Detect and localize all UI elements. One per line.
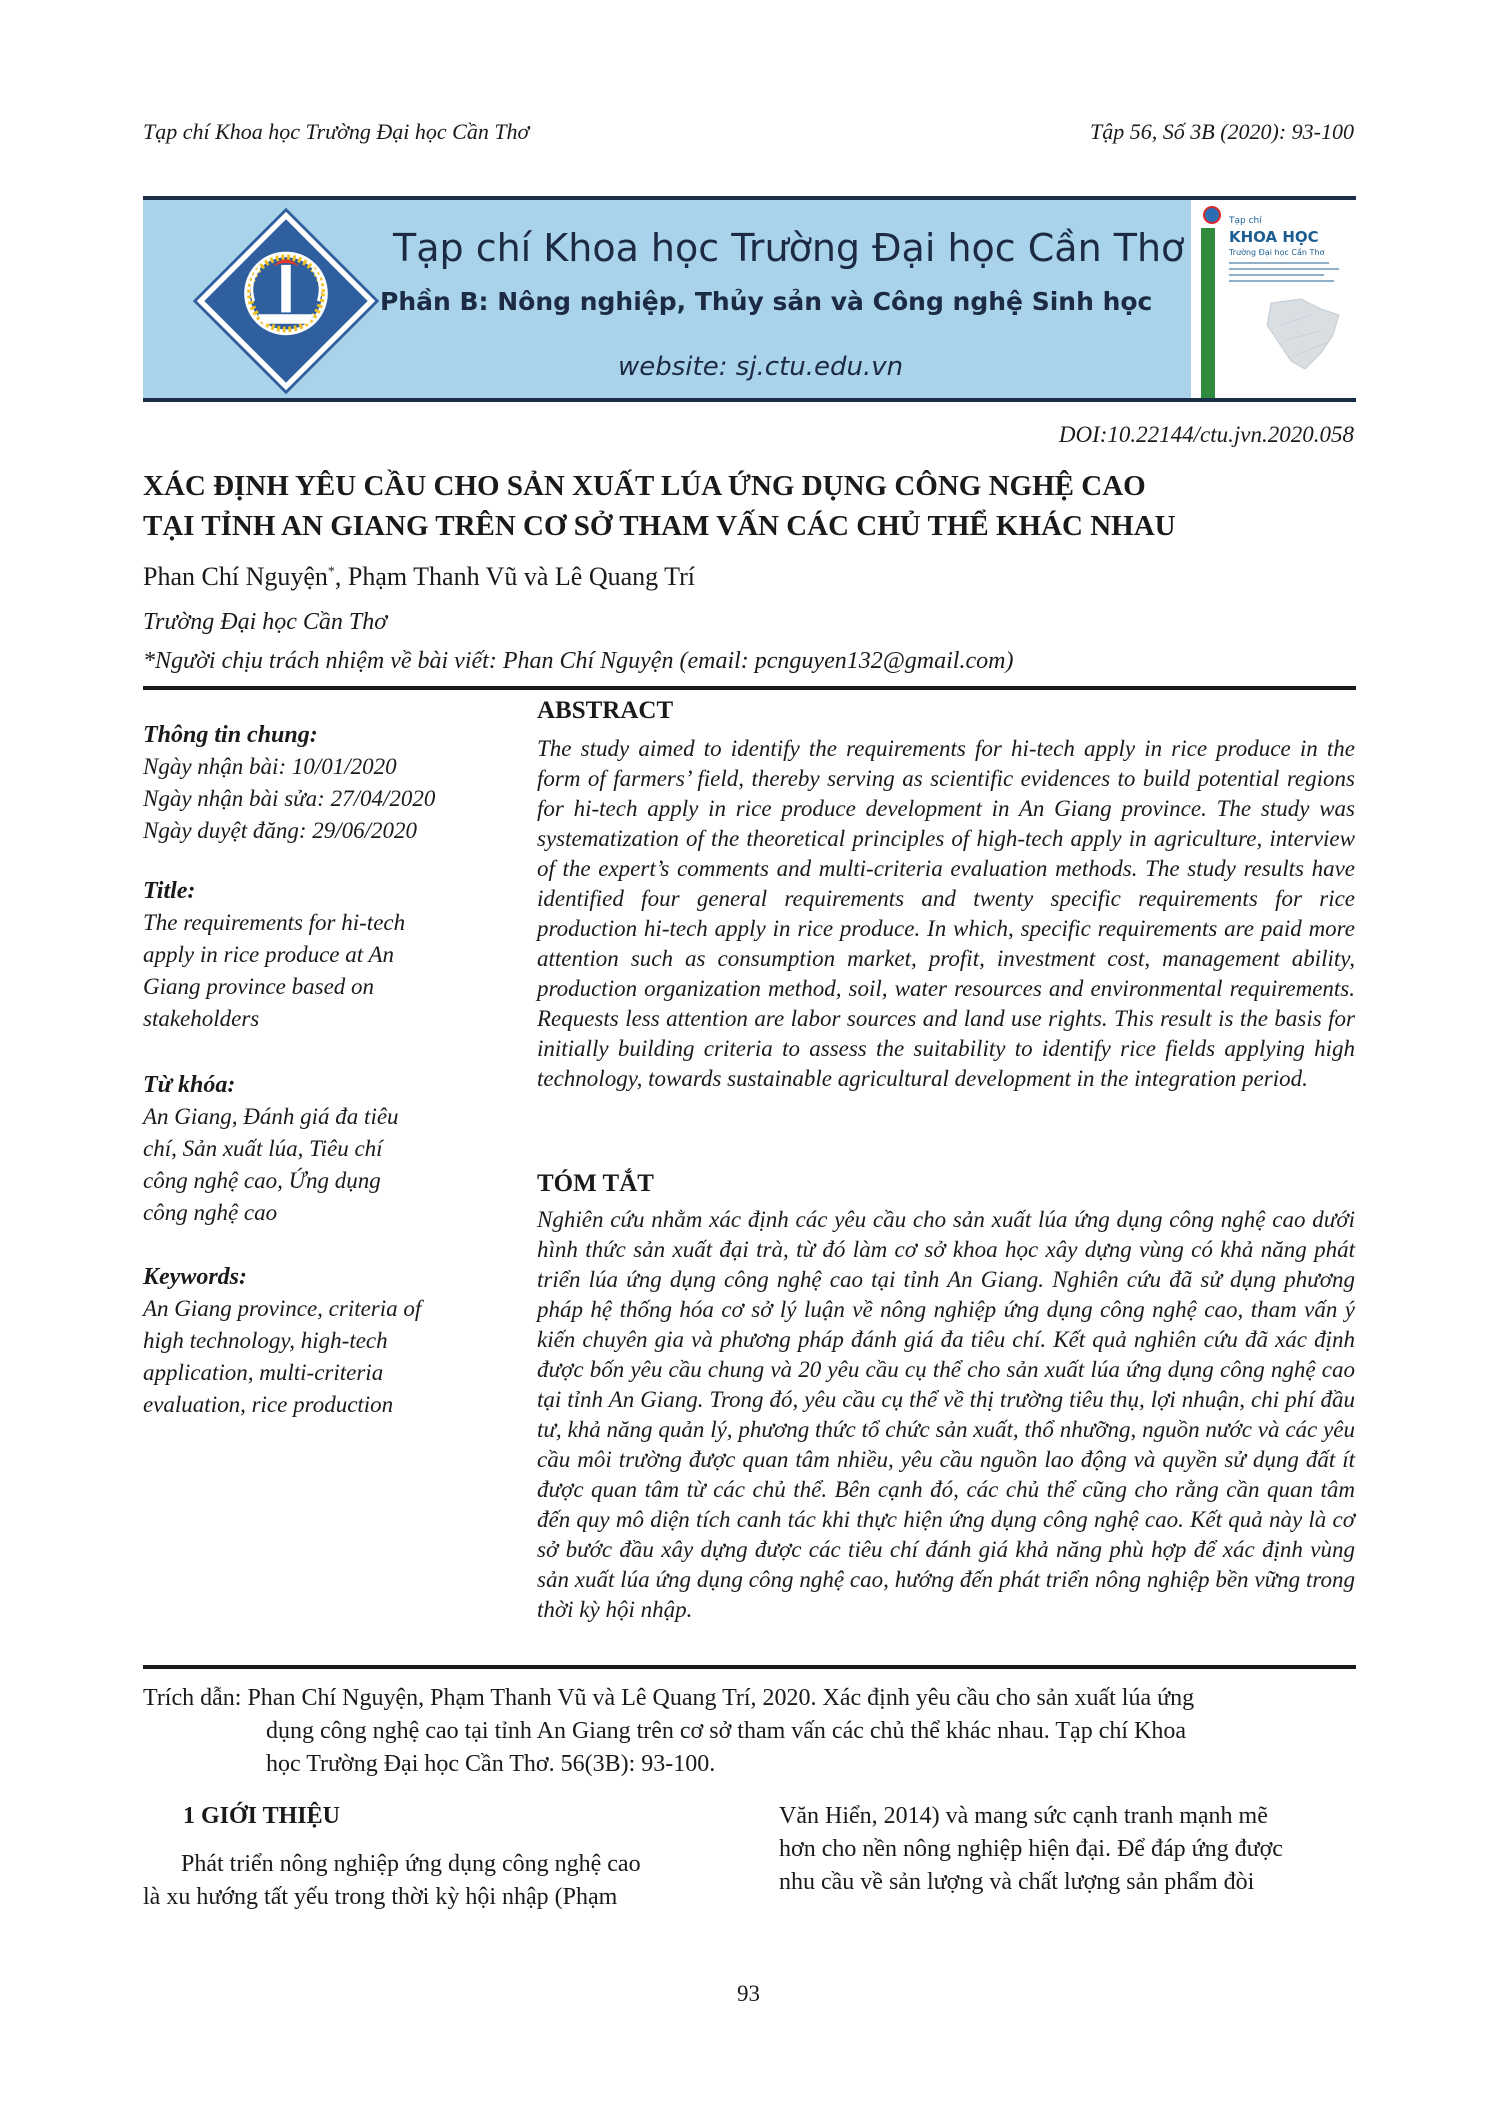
keywords-en xyxy=(143,1293,421,1421)
banner-subtitle: Phần B: Nông nghiệp, Thủy sản và Công nghệ Sinh học xyxy=(380,287,1153,316)
keywords-vi xyxy=(143,1101,399,1229)
keywords-vi-heading: Từ khóa: xyxy=(143,1072,236,1098)
cover-stripe xyxy=(1201,228,1215,398)
keywords-en-line: application, multi-criteria xyxy=(143,1360,384,1385)
keywords-en-line: evaluation, rice production xyxy=(143,1392,394,1417)
divider-bottom xyxy=(143,1665,1356,1669)
en-title-line: apply in rice produce at An xyxy=(143,942,395,967)
article-title xyxy=(143,466,1176,546)
university-logo-icon xyxy=(191,206,381,396)
corresponding-author: *Người chịu trách nhiệm về bài viết: Phan Chí Nguyện (email: pcnguyen132@gmail.com) xyxy=(143,648,1014,674)
keywords-vi-line: công nghệ cao xyxy=(143,1200,278,1225)
received-date: Ngày nhận bài: 10/01/2020 xyxy=(143,754,397,779)
page-number: 93 xyxy=(737,1981,760,2006)
map-icon xyxy=(1261,295,1345,373)
tomtat-heading: TÓM TẮT xyxy=(537,1170,654,1197)
keywords-en-line: high technology, high-tech xyxy=(143,1328,388,1353)
running-header-issue: Tập 56, Số 3B (2020): 93-100 xyxy=(1090,119,1354,144)
corresponding-mark: * xyxy=(327,564,335,580)
en-title-text xyxy=(143,907,405,1035)
info-heading: Thông tin chung: xyxy=(143,722,318,748)
cover-logo-icon xyxy=(1203,206,1221,224)
banner-website: website: sj.ctu.edu.vn xyxy=(618,352,904,382)
citation xyxy=(143,1682,1356,1781)
cover-text-line xyxy=(1229,280,1334,282)
cover-text-line xyxy=(1229,262,1329,264)
revised-date: Ngày nhận bài sửa: 27/04/2020 xyxy=(143,786,436,811)
intro-heading: 1 GIỚI THIỆU xyxy=(183,1803,340,1829)
doi: DOI:10.22144/ctu.jvn.2020.058 xyxy=(1058,422,1354,447)
author-rest: , Phạm Thanh Vũ và Lê Quang Trí xyxy=(334,562,696,591)
article-dates xyxy=(143,751,435,847)
en-title-heading: Title: xyxy=(143,878,196,904)
abstract-heading: ABSTRACT xyxy=(537,697,674,724)
author-first: Phan Chí Nguyện xyxy=(143,562,328,591)
keywords-en-line: An Giang province, criteria of xyxy=(143,1296,422,1321)
intro-line: nhu cầu về sản lượng và chất lượng sản phẩm đòi xyxy=(779,1869,1255,1895)
citation-line: dụng công nghệ cao tại tỉnh An Giang trên cơ sở tham vấn các chủ thể khác nhau. Tạp chí Khoa xyxy=(266,1718,1186,1744)
intro-right-column xyxy=(779,1800,1356,1899)
cover-big-label: KHOA HỌC xyxy=(1229,228,1319,246)
intro-left-column xyxy=(143,1848,718,1914)
tomtat-text: Nghiên cứu nhằm xác định các yêu cầu cho sản xuất lúa ứng dụng công nghệ cao dưới hình thức sản xuất đại trà, từ đó làm cơ sở khoa học xây dựng vùng có khả năng phát triển lúa ứng dụng công nghệ cao tại tỉnh An Giang. Nghiên cứu đã sử dụng phương pháp hệ thống hóa cơ sở lý luận về nông nghiệp ứng dụng công nghệ cao, tham vấn ý kiến chuyên gia và phương pháp đánh giá đa tiêu chí. Kết quả nghiên cứu đã xác định được bốn yêu cầu chung và 20 yêu cầu cụ thể cho sản xuất lúa ứng dụng công nghệ cao tại tỉnh An Giang. Trong đó, yêu cầu cụ thể về thị trường tiêu thụ, lợi nhuận, chi phí đầu tư, khả năng quản lý, phương thức tổ chức sản xuất, thổ nhưỡng, nguồn nước và các yêu cầu môi trường được quan tâm nhiều, yêu cầu nguồn lao động và quyền sử dụng đất ít được quan tâm từ các chủ thể. Bên cạnh đó, các chủ thể cũng cho rằng cần quan tâm đến quy mô diện tích canh tác khi thực hiện ứng dụng công nghệ cao. Kết quả này là cơ sở bước đầu xây dựng được các tiêu chí đánh giá khả năng phù hợp để xác định vùng sản xuất lúa ứng dụng công nghệ cao, hướng đến phát triển nông nghiệp bền vững trong thời kỳ hội nhập. xyxy=(537,1207,1355,1622)
intro-line: Văn Hiển, 2014) và mang sức cạnh tranh mạnh mẽ xyxy=(779,1803,1268,1829)
title-line: XÁC ĐỊNH YÊU CẦU CHO SẢN XUẤT LÚA ỨNG DỤNG CÔNG NGHỆ CAO xyxy=(143,470,1146,502)
keywords-vi-line: chí, Sản xuất lúa, Tiêu chí xyxy=(143,1136,383,1161)
en-title-line: The requirements for hi-tech xyxy=(143,910,406,935)
en-title-line: stakeholders xyxy=(143,1006,260,1031)
authors xyxy=(143,562,695,592)
intro-line: là xu hướng tất yếu trong thời kỳ hội nhập (Phạm xyxy=(143,1884,618,1910)
running-header-journal: Tạp chí Khoa học Trường Đại học Cần Thơ xyxy=(143,119,530,144)
cover-text-line xyxy=(1229,268,1339,270)
divider-top xyxy=(143,686,1356,690)
title-line: TẠI TỈNH AN GIANG TRÊN CƠ SỞ THAM VẤN CÁC CHỦ THỂ KHÁC NHAU xyxy=(143,510,1176,542)
intro-line: Phát triển nông nghiệp ứng dụng công nghệ cao xyxy=(181,1851,641,1877)
banner-title: Tạp chí Khoa học Trường Đại học Cần Thơ xyxy=(393,226,1185,270)
keywords-en-heading: Keywords: xyxy=(143,1264,247,1290)
intro-line: hơn cho nền nông nghiệp hiện đại. Để đáp ứng được xyxy=(779,1836,1283,1862)
keywords-vi-line: An Giang, Đánh giá đa tiêu xyxy=(143,1104,399,1129)
keywords-vi-line: công nghệ cao, Ứng dụng xyxy=(143,1168,381,1193)
affiliation: Trường Đại học Cần Thơ xyxy=(143,609,388,635)
citation-line: học Trường Đại học Cần Thơ. 56(3B): 93-100. xyxy=(266,1751,716,1777)
cover-small-label: Tạp chí xyxy=(1229,216,1262,226)
journal-cover-thumbnail xyxy=(1191,200,1356,398)
cover-university-label: Trường Đại học Cần Thơ xyxy=(1229,248,1325,257)
cover-text-line xyxy=(1229,274,1324,276)
accepted-date: Ngày duyệt đăng: 29/06/2020 xyxy=(143,818,418,843)
journal-banner xyxy=(143,196,1356,402)
en-title-line: Giang province based on xyxy=(143,974,375,999)
citation-line: Trích dẫn: Phan Chí Nguyện, Phạm Thanh Vũ và Lê Quang Trí, 2020. Xác định yêu cầu cho sản xuất lúa ứng xyxy=(143,1685,1195,1711)
abstract-text: The study aimed to identify the requirements for hi-tech apply in rice produce in the form of farmers’ field, thereby serving as scientific evidences to build potential regions for hi-tech apply in rice produce development in An Giang province. The study was systematization of the theoretical principles of high-tech apply in agriculture, interview of the expert’s comments and multi-criteria evaluation methods. The study results have identified four general requirements and twenty specific requirements for rice production hi-tech apply in rice produce. In which, specific requirements are paid more attention such as consumption market, profit, investment cost, management ability, production organization method, soil, water resources and environmental requirements. Requests less attention are labor sources and land use rights. This result is the basis for initially building criteria to assess the suitability to identify rice fields applying high technology, towards sustainable agricultural development in the integration period. xyxy=(537,736,1355,1091)
